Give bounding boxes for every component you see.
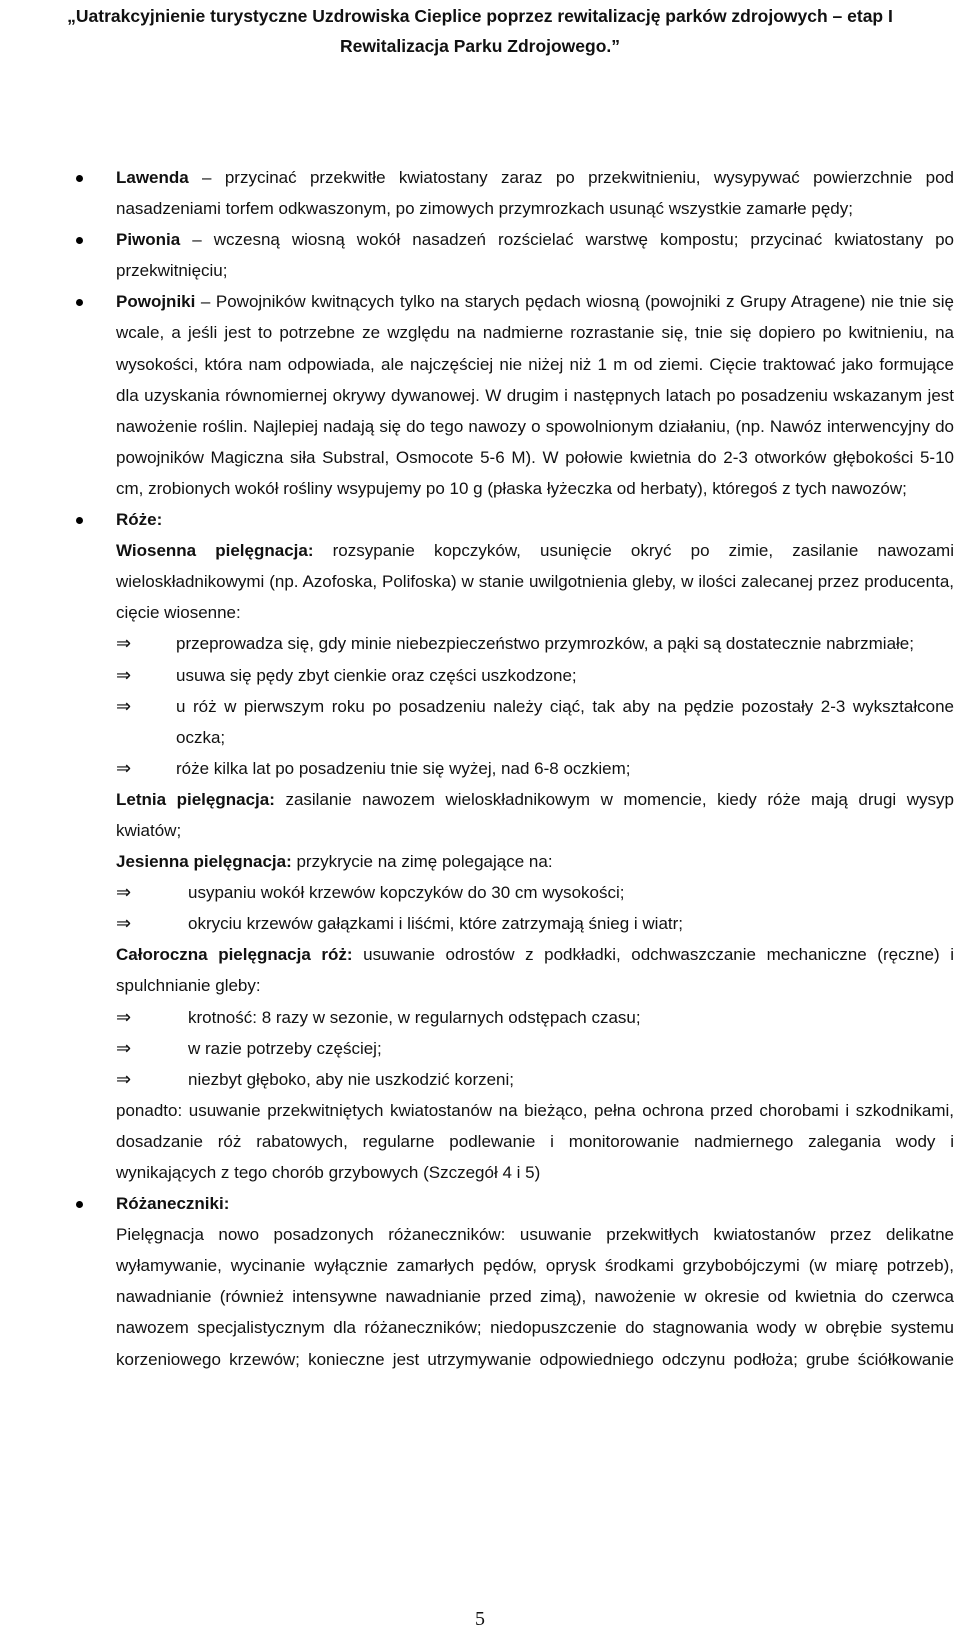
additional-care-paragraph bbox=[70, 1095, 954, 1188]
sub-point-text: okryciu krzewów gałązkami i liśćmi, które zatrzymają śnieg i wiatr; bbox=[188, 914, 684, 934]
document-body bbox=[70, 162, 954, 1375]
arrow-right-icon: ⇒ bbox=[116, 882, 132, 904]
summer-care-paragraph bbox=[70, 784, 954, 846]
spring-care-text: rozsypanie kopczyków, usunięcie okryć po zimie, zasilanie nawozami wieloskładnikowymi (np. Azofoska, Polifoska) w stanie uwilgotnienia gleby, w ilości zalecanej przez producenta, cięcie wiosenne: bbox=[116, 541, 954, 623]
sub-point-text: przeprowadza się, gdy minie niebezpieczeństwo przymrozków, a pąki są dostatecznie nabrzmiałe; bbox=[176, 634, 914, 654]
arrow-right-icon: ⇒ bbox=[116, 633, 132, 655]
summer-care-text: zasilanie nawozem wieloskładnikowym w momencie, kiedy róże mają drugi wysyp kwiatów; bbox=[116, 789, 954, 840]
document-header bbox=[0, 0, 960, 61]
sub-point bbox=[70, 691, 954, 753]
list-item-roze bbox=[70, 504, 954, 628]
sub-point-text: usuwa się pędy zbyt cienkie oraz części uszkodzone; bbox=[176, 665, 577, 685]
arrow-right-icon: ⇒ bbox=[116, 1037, 132, 1059]
spring-care-paragraph bbox=[116, 535, 954, 628]
header-line-1: „Uatrakcyjnienie turystyczne Uzdrowiska Cieplice poprzez rewitalizację parków zdrojowych – etap I bbox=[67, 6, 893, 26]
summer-care-label: Letnia pielęgnacja: bbox=[116, 789, 275, 809]
autumn-care-label: Jesienna pielęgnacja: bbox=[116, 852, 292, 872]
arrow-right-icon: ⇒ bbox=[116, 757, 132, 779]
additional-care-text: ponadto: usuwanie przekwitniętych kwiatostanów na bieżąco, pełna ochrona przed chorobami i szkodnikami, dosadzanie róż rabatowych, regularne podlewanie i monitorowanie nadmiernego zalegania wody i wynikających z tego chorób grzybowych (Szczegół 4 i 5) bbox=[116, 1100, 954, 1182]
list-item-powojniki bbox=[70, 286, 954, 504]
sub-point-text: u róż w pierwszym roku po posadzeniu należy ciąć, tak aby na pędzie pozostały 2-3 wykształcone oczka; bbox=[176, 696, 954, 747]
autumn-care-text: przykrycie na zimę polegające na: bbox=[291, 852, 553, 872]
autumn-care-paragraph bbox=[70, 846, 954, 877]
item-text: – Powojników kwitnących tylko na starych pędach wiosną (powojniki z Grupy Atragene) nie tnie się wcale, a jeśli jest to potrzebne ze względu na nadmierne rozrastanie się, tnie się dopiero po kwitnieniu, na wysokości, która nam odpowiada, ale najczęściej nie niżej niż 1 m od ziemi. Cięcie traktować jako formujące dla uzyskania równomiernej okrywy dywanowej. W drugim i następnych latach po posadzeniu wskazanym jest nawożenie roślin. Najlepiej nadają się do tego nawozy o spowolnionym działaniu, (np. Nawóz interwencyjny do powojników Magiczna siła Substral, Osmocote 5-6 M). W połowie kwietnia do 2-3 otworków głębokości 5-10 cm, zrobionych wokół rośliny wsypujemy po 10 g (płaska łyżeczka od herbaty), któregoś z tych nawozów; bbox=[116, 292, 954, 498]
list-item-piwonia bbox=[70, 224, 954, 286]
bullet-icon bbox=[76, 1201, 83, 1208]
sub-point-text: w razie potrzeby częściej; bbox=[188, 1038, 382, 1058]
bullet-icon bbox=[76, 237, 83, 244]
year-round-care-label: Całoroczna pielęgnacja róż: bbox=[116, 945, 353, 965]
bullet-icon bbox=[76, 299, 83, 306]
list-item-lawenda bbox=[70, 162, 954, 224]
sub-point bbox=[70, 1033, 954, 1064]
item-text: Pielęgnacja nowo posadzonych różaneczników: usuwanie przekwitłych kwiatostanów przez delikatne wyłamywanie, wycinanie wyłącznie zamarłych pędów, oprysk środkami grzybobójczymi (w miarę potrzeb), nawadnianie (również intensywne nawadnianie przed zimą), nawożenie w okresie od kwietnia do czerwca nawozem specjalistycznym dla różaneczników; niedopuszczenie do stagnowania wody w obrębie systemu korzeniowego krzewów; konieczne jest utrzymywanie odpowiedniego odczynu podłoża; grube ściółkowanie bbox=[116, 1225, 954, 1369]
spring-care-label: Wiosenna pielęgnacja: bbox=[116, 541, 314, 561]
sub-point bbox=[70, 660, 954, 691]
item-title: Powojniki bbox=[116, 292, 196, 312]
arrow-right-icon: ⇒ bbox=[116, 695, 132, 717]
item-title: Piwonia bbox=[116, 230, 181, 250]
arrow-right-icon: ⇒ bbox=[116, 664, 132, 686]
arrow-right-icon: ⇒ bbox=[116, 1006, 132, 1028]
sub-point bbox=[70, 877, 954, 908]
year-round-care-text: usuwanie odrostów z podkładki, odchwaszczanie mechaniczne (ręczne) i spulchnianie gleby: bbox=[116, 945, 955, 996]
arrow-right-icon: ⇒ bbox=[116, 913, 132, 935]
page-number: 5 bbox=[475, 1608, 485, 1630]
sub-point bbox=[70, 908, 954, 939]
item-title: Róże: bbox=[116, 510, 163, 530]
year-round-care-paragraph bbox=[70, 939, 954, 1001]
arrow-right-icon: ⇒ bbox=[116, 1068, 132, 1090]
bullet-icon bbox=[76, 175, 83, 182]
item-title: Różaneczniki: bbox=[116, 1194, 230, 1214]
sub-point bbox=[70, 1064, 954, 1095]
item-text: – przycinać przekwitłe kwiatostany zaraz po przekwitnieniu, wysypywać powierzchnie pod nasadzeniami torfem odkwaszonym, po zimowych przymrozkach usunąć wszystkie zamarłe pędy; bbox=[116, 168, 954, 219]
item-text: – wczesną wiosną wokół nasadzeń rozścielać warstwę kompostu; przycinać kwiatostany po przekwitnięciu; bbox=[116, 230, 954, 281]
item-title: Lawenda bbox=[116, 168, 189, 187]
sub-point bbox=[70, 753, 954, 784]
sub-point-text: niezbyt głęboko, aby nie uszkodzić korzeni; bbox=[188, 1069, 515, 1089]
list-item-rozaneczniki bbox=[70, 1188, 954, 1375]
sub-point-text: usypaniu wokół krzewów kopczyków do 30 cm wysokości; bbox=[188, 883, 625, 903]
sub-point bbox=[70, 1002, 954, 1033]
sub-point-text: róże kilka lat po posadzeniu tnie się wyżej, nad 6-8 oczkiem; bbox=[176, 758, 631, 778]
sub-point-text: krotność: 8 razy w sezonie, w regularnych odstępach czasu; bbox=[188, 1007, 641, 1027]
sub-point bbox=[70, 628, 954, 659]
header-line-2: Rewitalizacja Parku Zdrojowego.” bbox=[339, 36, 621, 56]
bullet-icon bbox=[76, 517, 83, 524]
